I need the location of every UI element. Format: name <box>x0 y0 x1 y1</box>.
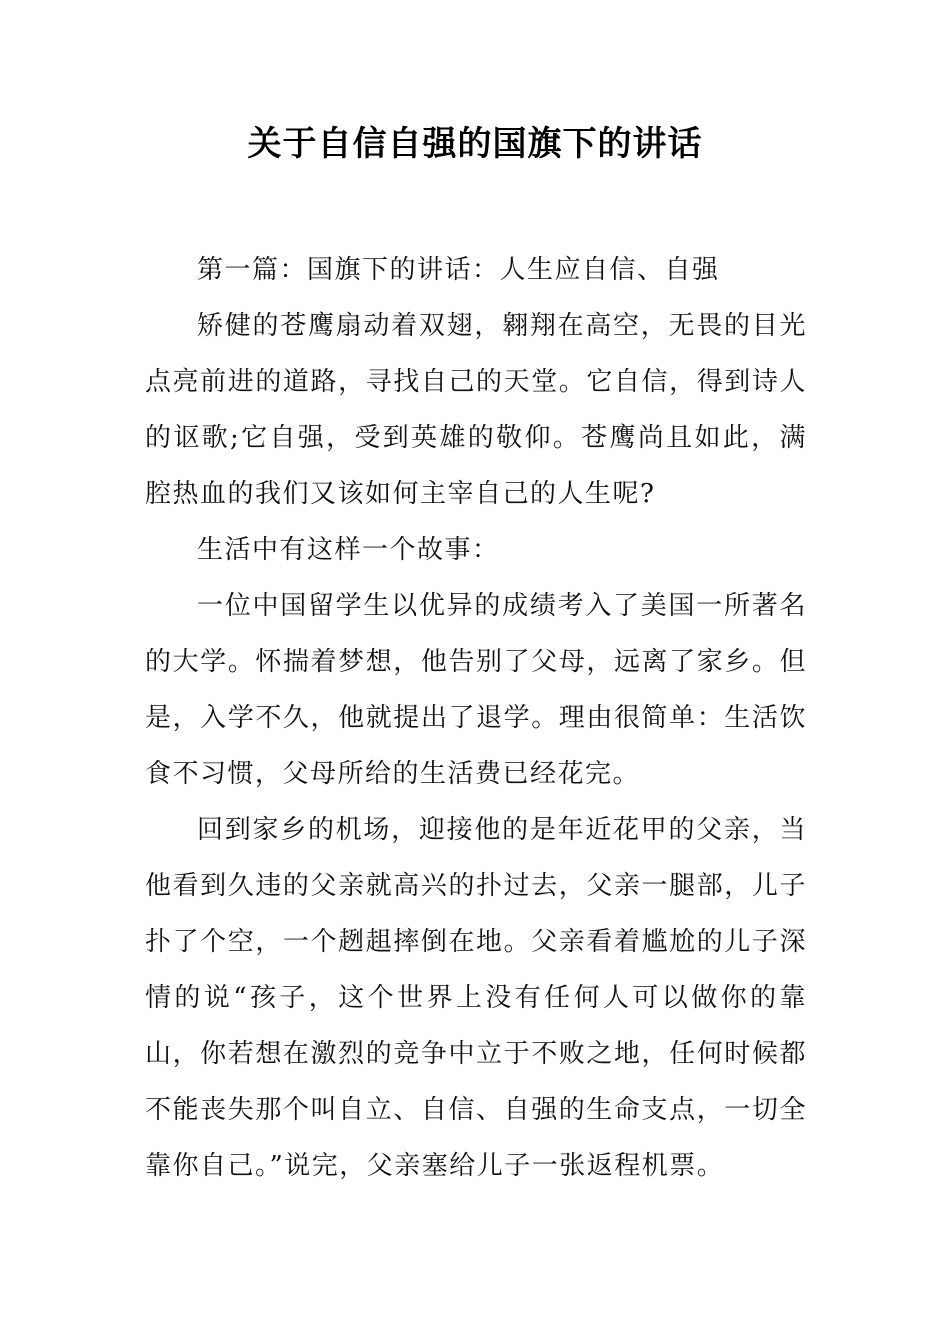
document-body <box>145 242 807 1194</box>
document-title: 关于自信自强的国旗下的讲话 <box>247 124 703 164</box>
paragraph-eagle: 矫健的苍鹰扇动着双翅，翱翔在高空，无畏的目光点亮前进的道路，寻找自己的天堂。它自信，得到诗人的讴歌;它自强，受到英雄的敬仰。苍鹰尚且如此，满腔热血的我们又该如何主宰自己的人生呢? <box>145 311 807 509</box>
paragraph-story-intro: 生活中有这样一个故事： <box>197 535 500 565</box>
paragraph-student: 一位中国留学生以优异的成绩考入了美国一所著名的大学。怀揣着梦想，他告别了父母，远离了家乡。但是，入学不久，他就提出了退学。理由很简单：生活饮食不习惯，父母所给的生活费已经花完。 <box>145 591 807 789</box>
paragraph-father: 回到家乡的机场，迎接他的是年近花甲的父亲，当他看到久违的父亲就高兴的扑过去，父亲一腿部，儿子扑了个空，一个趔趄摔倒在地。父亲看着尴尬的儿子深情的说“孩子，这个世界上没有任何人可以做你的靠山，你若想在激烈的竞争中立于不败之地，任何时候都不能丧失那个叫自立、自信、自强的生命支点，一切全靠你自己。”说完，父亲塞给儿子一张返程机票。 <box>145 815 807 1181</box>
paragraph-section-heading: 第一篇：国旗下的讲话：人生应自信、自强 <box>197 255 720 285</box>
